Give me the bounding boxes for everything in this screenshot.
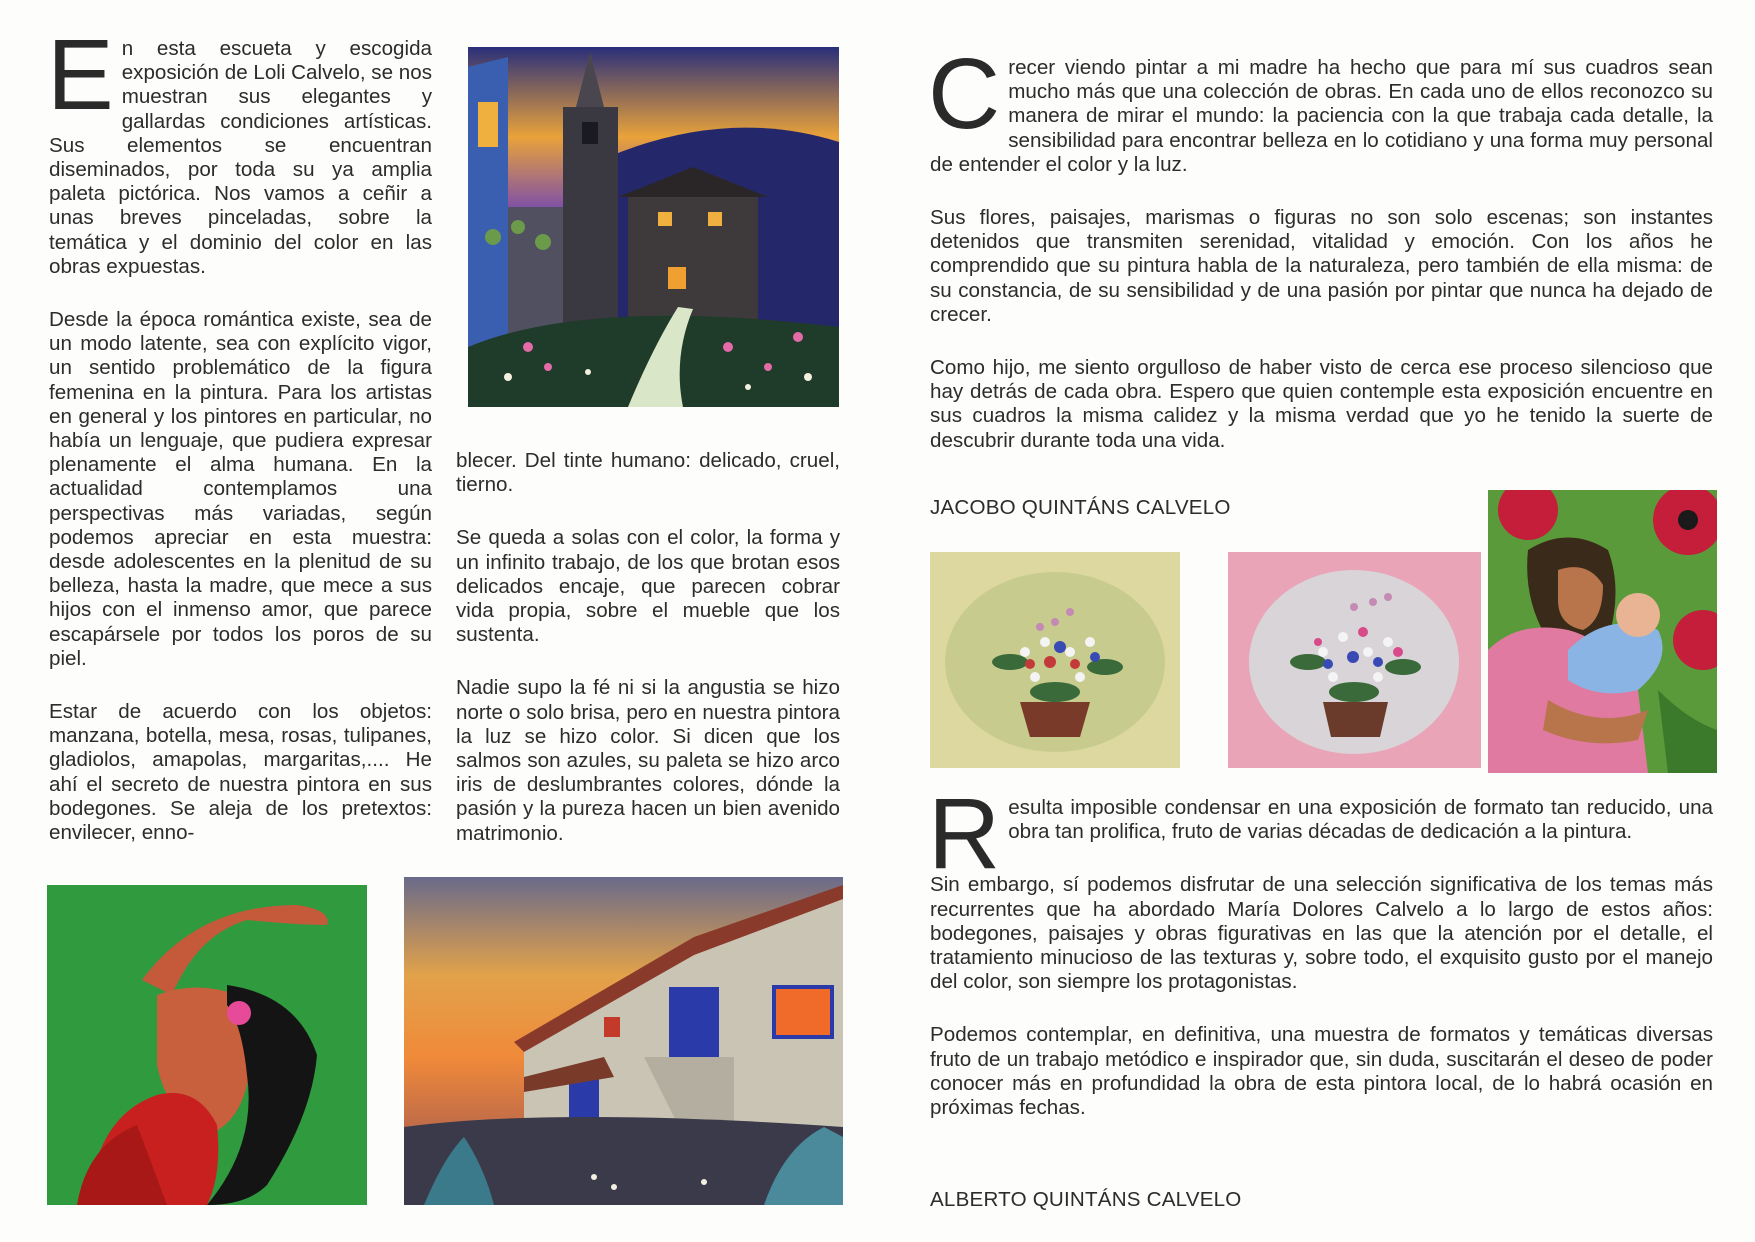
right-page (877, 0, 1755, 1242)
left-column-2 (456, 449, 840, 875)
signature-jacobo: JACOBO QUINTÁNS CALVELO (930, 496, 1231, 519)
signature-alberto: ALBERTO QUINTÁNS CALVELO (930, 1188, 1242, 1211)
drop-cap: R (928, 778, 1001, 890)
painting-flower-basket-yellow (930, 552, 1180, 768)
paragraph-son: Como hijo, me siento orgulloso de haber visto de cerca ese proceso silencioso que hay detrás de cada obra. Espero que quien contemple esta exposición encuentre en sus cuadros la misma calidez y la misma verdad que yo he tenido la suerte de descubrir durante toda una vida. (930, 356, 1713, 452)
right-text-block-2 (928, 778, 1713, 1149)
paragraph-growing-up: Crecer viendo pintar a mi madre ha hecho que para mí sus cuadros sean mucho más que una colección de obras. En cada uno de ellos reconozco su manera de mirar el mundo: la paciencia con la que trabaja cada detalle, la sensibilidad para encontrar belleza en lo cotidiano y una forma muy personal de entender el color y la luz. (928, 38, 1713, 176)
painting-flower-basket-pink (1228, 552, 1481, 768)
drop-cap: E (47, 19, 114, 131)
painting-mother-and-child (1488, 490, 1717, 773)
drop-cap: C (928, 38, 1001, 150)
paragraph-objects: Estar de acuerdo con los objetos: manzana, botella, mesa, rosas, tulipanes, gladiolos, amapolas, margaritas,.... He ahí el secreto de nuestra pintora en sus bodegones. Se aleja de los pretextos: envilecer, enno- (49, 700, 432, 845)
paragraph-flowers: Sus flores, paisajes, marismas o figuras no son solo escenas; son instantes detenidos que transmiten serenidad, vitalidad y emoción. Con los años he comprendido que su pintura habla de la naturaleza, pero también de ella misma: de su constancia, de su sensibilidad y de una pasión por pintar que nunca ha dejado de crecer. (930, 206, 1713, 326)
painting-house-sunset (404, 877, 843, 1205)
paragraph-impossible: Resulta imposible condensar en una exposición de formato tan reducido, una obra tan prolifica, fruto de varias décadas de dedicación a la pintura. (928, 778, 1713, 890)
paragraph-romantic: Desde la época romántica existe, sea de un modo latente, sea con explícito vigor, un sentido problemático de la figura femenina en la pintura. Para los artistas en general y los pintores en particular, no había un lenguaje, que pudiera expresar plenamente el alma humana. En la actualidad contemplamos una perspectivas más variadas, según podemos apreciar en esta muestra: desde adolescentes en la plenitud de su belleza, hasta la madre, que mece a sus hijos con el inmenso amor, que parece escapársele por todos los poros de su piel. (49, 308, 432, 670)
painting-village-dusk (468, 47, 839, 407)
paragraph-color: Se queda a solas con el color, la forma y un infinito trabajo, de los que brotan esos delicados encaje, que parecen cobrar vida propia, sobre el mueble que los sustenta. (456, 526, 840, 647)
painting-woman-red-dress (47, 885, 367, 1205)
paragraph-contemplate: Podemos contemplar, en definitiva, una muestra de formatos y temáticas diversas fruto de un trabajo metódico e inspirador que, sin duda, suscitarán el deseo de poder conocer más en profundidad la obra de esta pintora local, de lo habrá ocasión en próximas fechas. (930, 1023, 1713, 1120)
left-page (0, 0, 877, 1242)
paragraph-light: Nadie supo la fé ni si la angustia se hizo norte o solo brisa, pero en nuestra pintora la luz se hizo color. Si dicen que los salmos son azules, su paleta se hizo arco iris de deslumbrantes colores, dónde la pasión y la pureza hacen un bien avenido matrimonio. (456, 676, 840, 845)
paragraph-continuation: blecer. Del tinte humano: delicado, cruel, tierno. (456, 449, 840, 497)
right-text-block-1 (928, 38, 1713, 482)
paragraph-intro: En esta escueta y escogida exposición de Loli Calvelo, se nos muestran sus elegantes y gallardas condiciones artísticas. Sus elementos se encuentran diseminados, por toda su ya amplia paleta pictórica. Nos vamos a ceñir a unas breves pinceladas, sobre la temática y el dominio del color en las obras expuestas. (47, 19, 432, 278)
left-column-1 (47, 19, 432, 874)
paragraph-selection: Sin embargo, sí podemos disfrutar de una selección significativa de los temas más recurrentes que ha abordado María Dolores Calvelo a lo largo de estos años: bodegones, paisajes y obras figurativas en las que la atención por el detalle, el tratamiento minucioso de las texturas y, sobre todo, el exquisito gusto por el manejo del color, son siempre los protagonistas. (930, 873, 1713, 994)
